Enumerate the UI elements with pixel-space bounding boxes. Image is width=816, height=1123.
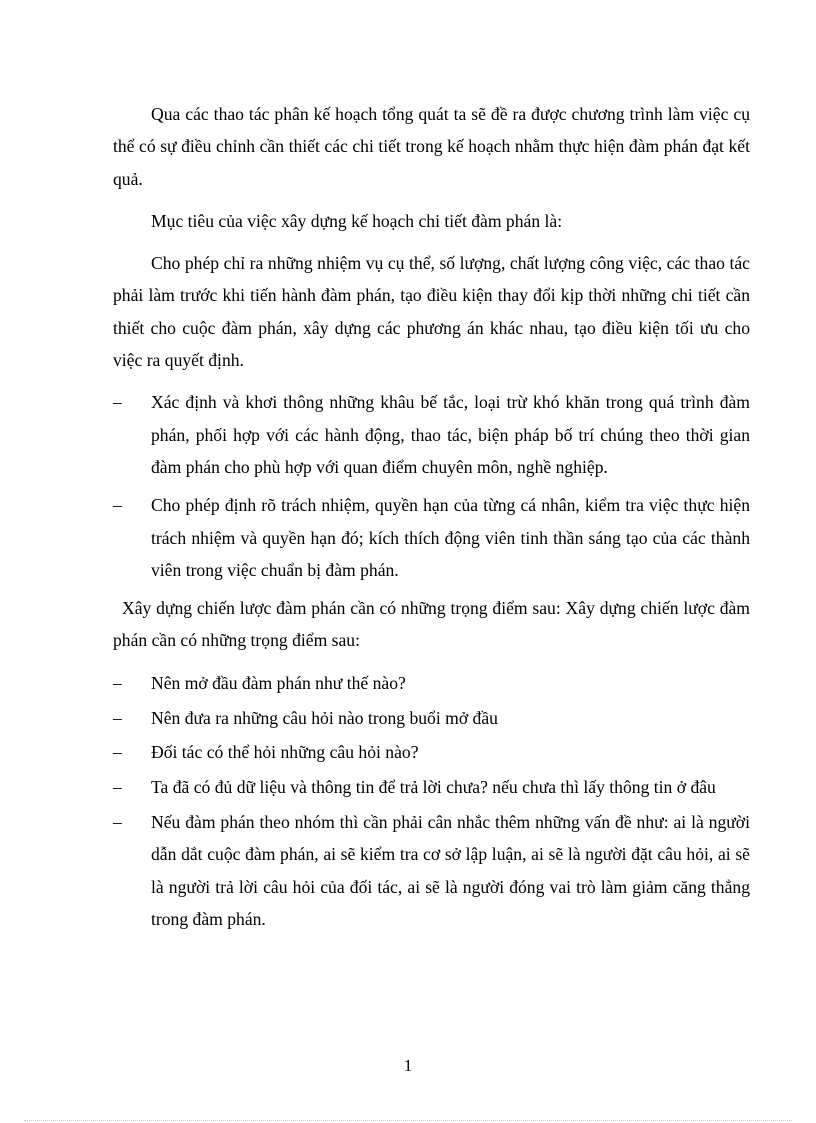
dash-bullet-icon: –: [113, 392, 122, 413]
dash-bullet-icon: –: [113, 707, 122, 728]
page-number: 1: [403, 1056, 413, 1075]
list-item-text: Nếu đàm phán theo nhóm thì cần phải cân nhắc thêm những vấn đề như: ai là người dẫn dắt cuộc đàm phán, ai sẽ kiểm tra cơ sở lập luận, ai sẽ là người đặt câu hỏi, ai sẽ là người trả lời câu hỏi của đối tác, ai sẽ là người đóng vai trò làm giảm căng thẳng trong đàm phán.: [151, 811, 750, 929]
dash-bullet-icon: –: [113, 811, 122, 832]
dash-bullet-icon: –: [113, 742, 122, 763]
document-body: [113, 98, 750, 938]
paragraph-goal-heading: Mục tiêu của việc xây dựng kế hoạch chi tiết đàm phán là:: [151, 210, 563, 231]
list-item: [113, 667, 750, 699]
list-item: [113, 386, 750, 483]
list-item: [113, 806, 750, 935]
list-item: [113, 771, 750, 803]
paragraph-goal-description: Cho phép chỉ ra những nhiệm vụ cụ thể, số lượng, chất lượng công việc, các thao tác phải làm trước khi tiến hành đàm phán, tạo điều kiện thay đổi kịp thời những chi tiết cần thiết cho cuộc đàm phán, xây dựng các phương án khác nhau, tạo điều kiện tối ưu cho việc ra quyết định.: [113, 253, 750, 371]
list-item-text: Nên mở đầu đàm phán như thế nào?: [151, 672, 406, 693]
dash-bullet-icon: –: [113, 777, 122, 798]
dash-bullet-icon: –: [113, 495, 122, 516]
list-item-text: Cho phép định rõ trách nhiệm, quyền hạn của từng cá nhân, kiểm tra việc thực hiện trách nhiệm và quyền hạn đó; kích thích động viên tinh thần sáng tạo của các thành viên trong việc chuẩn bị đàm phán.: [151, 495, 750, 580]
list-item: [113, 489, 750, 586]
page-bottom-divider: [24, 1120, 792, 1121]
paragraph-overview: Qua các thao tác phân kế hoạch tổng quát ta sẽ đề ra được chương trình làm việc cụ thể có sự điều chỉnh cần thiết các chi tiết trong kế hoạch nhằm thực hiện đàm phán đạt kết quả.: [113, 104, 750, 189]
list-item-text: Ta đã có đủ dữ liệu và thông tin để trả lời chưa? nếu chưa thì lấy thông tin ở đâu: [151, 777, 716, 798]
dash-bullet-icon: –: [113, 672, 122, 693]
paragraph-strategy-heading: Xây dựng chiến lược đàm phán cần có những trọng điểm sau: Xây dựng chiến lược đàm phán cần có những trọng điểm sau:: [113, 598, 750, 651]
list-item: [113, 702, 750, 734]
list-item-text: Nên đưa ra những câu hỏi nào trong buổi mở đầu: [151, 707, 498, 728]
list-item-text: Đối tác có thể hỏi những câu hỏi nào?: [151, 742, 419, 763]
list-item: [113, 736, 750, 768]
list-item-text: Xác định và khơi thông những khâu bế tắc, loại trừ khó khăn trong quá trình đàm phán, phối hợp với các hành động, thao tác, biện pháp bố trí chúng theo thời gian đàm phán cho phù hợp với quan điểm chuyên môn, nghề nghiệp.: [151, 392, 750, 477]
